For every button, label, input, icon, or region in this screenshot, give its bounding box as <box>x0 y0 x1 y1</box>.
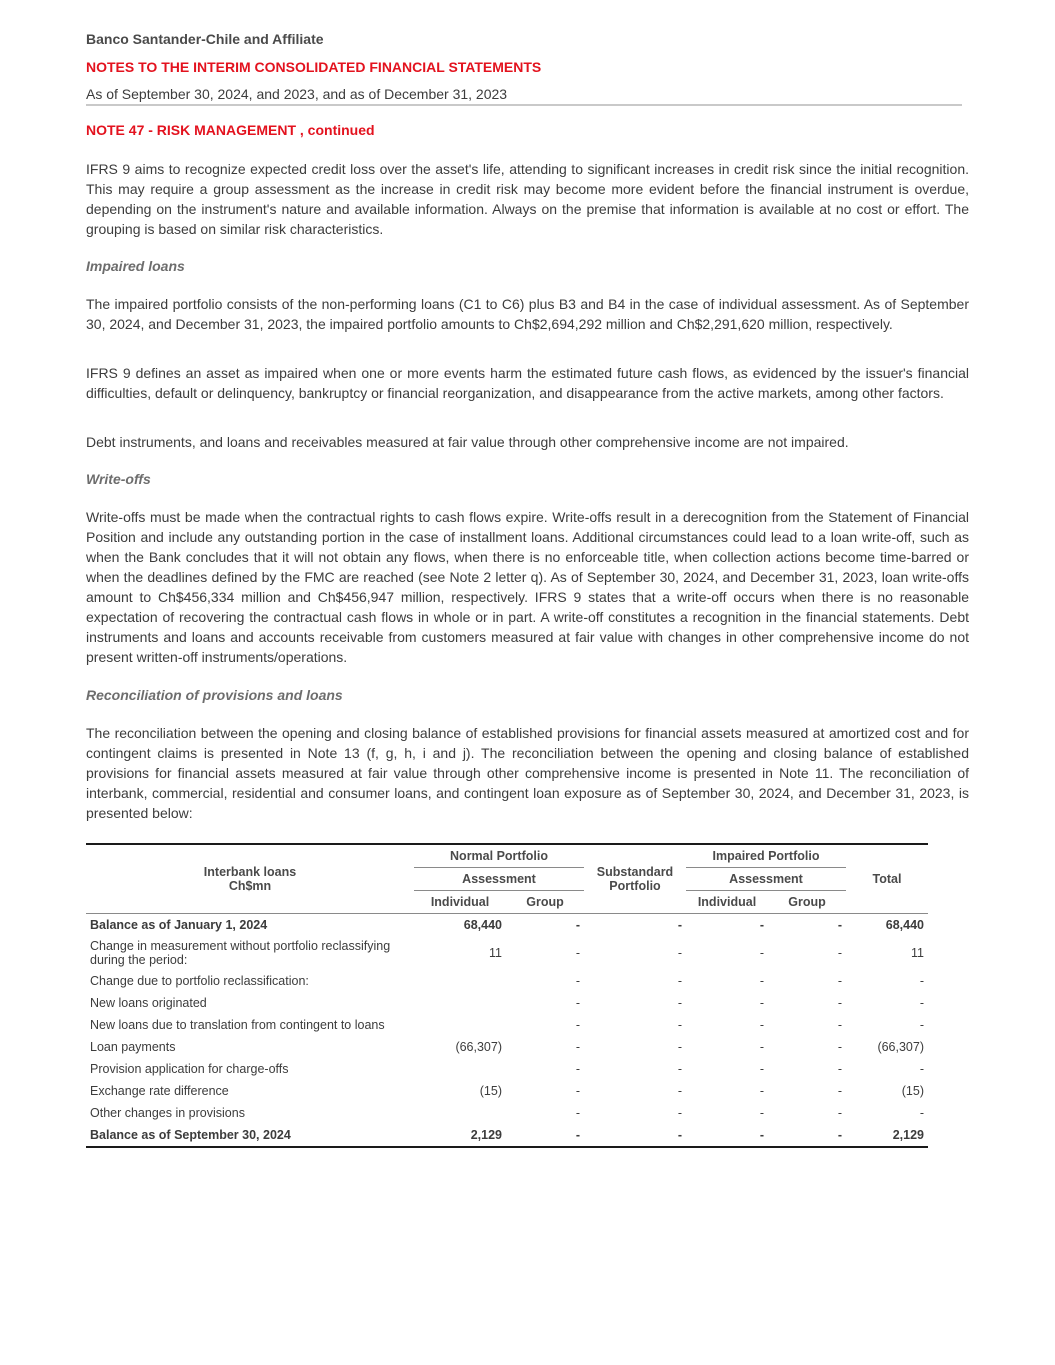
table-corner-line2: Ch$mn <box>228 879 272 893</box>
substandard-portfolio-header <box>584 844 686 913</box>
normal-individual-cell: (66,307) <box>455 1040 502 1054</box>
normal-individual-cell <box>414 992 506 1014</box>
total-cell: - <box>919 996 924 1010</box>
normal-individual-cell: 11 <box>489 946 502 960</box>
impaired-portfolio-header: Impaired Portfolio <box>686 844 846 868</box>
substandard-cell: - <box>677 1128 682 1142</box>
impaired-individual-cell: - <box>759 946 764 960</box>
total-cell: (15) <box>901 1084 924 1098</box>
substandard-cell: - <box>677 918 682 932</box>
impaired-individual-header: Individual <box>697 895 757 909</box>
note-heading: NOTE 47 - RISK MANAGEMENT , continued <box>86 122 375 138</box>
impaired-group-cell: - <box>837 974 842 988</box>
row-label: Balance as of September 30, 2024 <box>90 1128 291 1142</box>
impaired-loans-heading: Impaired loans <box>86 258 185 274</box>
table-row <box>86 1102 928 1124</box>
table-corner-header <box>86 844 414 913</box>
table-row <box>86 1036 928 1058</box>
substandard-cell: - <box>677 974 682 988</box>
impaired-individual-cell: - <box>759 918 764 932</box>
row-label: Exchange rate difference <box>90 1084 229 1098</box>
table-row <box>86 914 928 937</box>
normal-group-cell: - <box>575 1084 580 1098</box>
table-row <box>86 970 928 992</box>
substandard-cell: - <box>677 1040 682 1054</box>
impaired-individual-cell: - <box>759 974 764 988</box>
normal-individual-cell <box>414 970 506 992</box>
total-cell: 11 <box>911 946 924 960</box>
substandard-cell: - <box>677 996 682 1010</box>
substandard-cell: - <box>677 1106 682 1120</box>
normal-group-cell: - <box>575 1062 580 1076</box>
total-cell: - <box>919 1018 924 1032</box>
total-cell: 2,129 <box>892 1128 924 1142</box>
total-cell: (66,307) <box>877 1040 924 1054</box>
row-label: New loans originated <box>90 996 207 1010</box>
table-row <box>86 1014 928 1036</box>
impaired-group-cell: - <box>837 946 842 960</box>
substandard-cell: - <box>677 1062 682 1076</box>
row-label: Loan payments <box>90 1040 176 1054</box>
row-label: Other changes in provisions <box>90 1106 245 1120</box>
substandard-cell: - <box>677 1084 682 1098</box>
substandard-line2: Portfolio <box>609 879 661 893</box>
total-cell: 68,440 <box>885 918 924 932</box>
normal-group-cell: - <box>575 918 580 932</box>
header-divider <box>86 104 962 106</box>
normal-group-header: Group <box>526 895 564 909</box>
normal-group-cell: - <box>575 1040 580 1054</box>
normal-group-cell: - <box>575 1106 580 1120</box>
row-label: Provision application for charge-offs <box>90 1062 289 1076</box>
interbank-loans-table <box>86 843 928 1148</box>
impaired-group-cell: - <box>837 1018 842 1032</box>
impaired-group-header: Group <box>788 895 826 909</box>
as-of-date: As of September 30, 2024, and 2023, and as of December 31, 2023 <box>86 86 508 102</box>
reconciliation-heading: Reconciliation of provisions and loans <box>86 687 343 703</box>
normal-individual-header: Individual <box>430 895 490 909</box>
impaired-individual-cell: - <box>759 1128 764 1142</box>
impaired-group-cell: - <box>837 996 842 1010</box>
company-name: Banco Santander-Chile and Affiliate <box>86 31 324 47</box>
normal-individual-cell: 68,440 <box>463 918 502 932</box>
normal-individual-cell <box>414 1102 506 1124</box>
row-label: Change in measurement without portfolio reclassifying during the period: <box>90 939 391 967</box>
total-cell: - <box>919 1106 924 1120</box>
write-offs-heading: Write-offs <box>86 471 151 487</box>
impaired-assessment-header: Assessment <box>686 868 846 891</box>
normal-individual-cell <box>414 1014 506 1036</box>
normal-group-cell: - <box>575 996 580 1010</box>
impaired-individual-cell: - <box>759 1106 764 1120</box>
normal-individual-cell <box>414 1058 506 1080</box>
substandard-cell: - <box>677 946 682 960</box>
impaired-individual-cell: - <box>759 1084 764 1098</box>
normal-portfolio-header: Normal Portfolio <box>414 844 584 868</box>
normal-group-cell: - <box>575 974 580 988</box>
notes-title: NOTES TO THE INTERIM CONSOLIDATED FINANCIAL STATEMENTS <box>86 59 542 75</box>
table-row <box>86 936 928 970</box>
impaired-loans-paragraph-1: The impaired portfolio consists of the non-performing loans (C1 to C6) plus B3 and B4 in the case of individual assessment. As of September 30, 2024, and December 31, 2023, the impaired portfolio amounts to Ch$2,694,292 million and Ch$2,291,620 million, respectively. <box>86 296 969 332</box>
total-cell: - <box>919 1062 924 1076</box>
normal-individual-cell: (15) <box>479 1084 502 1098</box>
table-corner-line1: Interbank loans <box>203 865 297 879</box>
normal-group-cell: - <box>575 946 580 960</box>
table-row <box>86 1058 928 1080</box>
impaired-loans-paragraph-2: IFRS 9 defines an asset as impaired when one or more events harm the estimated future cash flows, as evidenced by the issuer's financial difficulties, default or delinquency, bankruptcy or financial reorganization, and disappearance from the active markets, among other factors. <box>86 365 969 401</box>
table-row <box>86 1124 928 1147</box>
normal-group-cell: - <box>575 1018 580 1032</box>
substandard-cell: - <box>677 1018 682 1032</box>
row-label: Change due to portfolio reclassification: <box>90 974 309 988</box>
impaired-group-cell: - <box>837 1084 842 1098</box>
impaired-individual-cell: - <box>759 1040 764 1054</box>
impaired-group-cell: - <box>837 1128 842 1142</box>
impaired-group-cell: - <box>837 1106 842 1120</box>
normal-group-cell: - <box>575 1128 580 1142</box>
row-label: New loans due to translation from contingent to loans <box>90 1018 385 1032</box>
total-header: Total <box>872 872 902 886</box>
total-cell: - <box>919 974 924 988</box>
impaired-group-cell: - <box>837 1040 842 1054</box>
impaired-loans-paragraph-3: Debt instruments, and loans and receivables measured at fair value through other comprehensive income are not impaired. <box>86 434 849 450</box>
row-label: Balance as of January 1, 2024 <box>90 918 268 932</box>
normal-individual-cell: 2,129 <box>470 1128 502 1142</box>
reconciliation-paragraph: The reconciliation between the opening and closing balance of established provisions for financial assets measured at amortized cost and for contingent claims is presented in Note 13 (f, g, h, i and j). The reconciliation between the opening and closing balance of established provisions for financial assets measured at fair value through other comprehensive income is presented in Note 11. The reconciliation of interbank, commercial, residential and consumer loans, and contingent loan exposure as of September 30, 2024, and December 31, 2023, is presented below: <box>86 725 969 821</box>
intro-paragraph: IFRS 9 aims to recognize expected credit loss over the asset's life, attending to significant increases in credit risk since the initial recognition. This may require a group assessment as the increase in credit risk may become more evident before the financial instrument is overdue, depending on the instrument's nature and available information. Always on the premise that information is available at no cost or effort. The grouping is based on similar risk characteristics. <box>86 161 969 237</box>
impaired-group-cell: - <box>837 918 842 932</box>
impaired-individual-cell: - <box>759 996 764 1010</box>
write-offs-paragraph: Write-offs must be made when the contractual rights to cash flows expire. Write-offs result in a derecognition from the Statement of Financial Position and include any outstanding portion in the case of installment loans. Additional circumstances could lead to a loan write-off, such as when the Bank concludes that it will not obtain any flows, when there is no enforceable title, when collection actions become time-barred or when the deadlines defined by the FMC are reached (see Note 2 letter q). As of September 30, 2024, and December 31, 2023, loan write-offs amount to Ch$456,334 million and Ch$456,947 million, respectively. IFRS 9 states that a write-off occurs when there is no reasonable expectation of recovering the contractual cash flows in whole or in part. A write-off constitutes a recognition in the financial statements. Debt instruments and loans and accounts receivable from customers measured at fair value with changes in other comprehensive income do not present written-off instruments/operations. <box>86 509 969 665</box>
table-row <box>86 992 928 1014</box>
substandard-line1: Substandard <box>596 865 674 879</box>
normal-assessment-header: Assessment <box>414 868 584 891</box>
table-row <box>86 1080 928 1102</box>
impaired-group-cell: - <box>837 1062 842 1076</box>
impaired-individual-cell: - <box>759 1062 764 1076</box>
impaired-individual-cell: - <box>759 1018 764 1032</box>
